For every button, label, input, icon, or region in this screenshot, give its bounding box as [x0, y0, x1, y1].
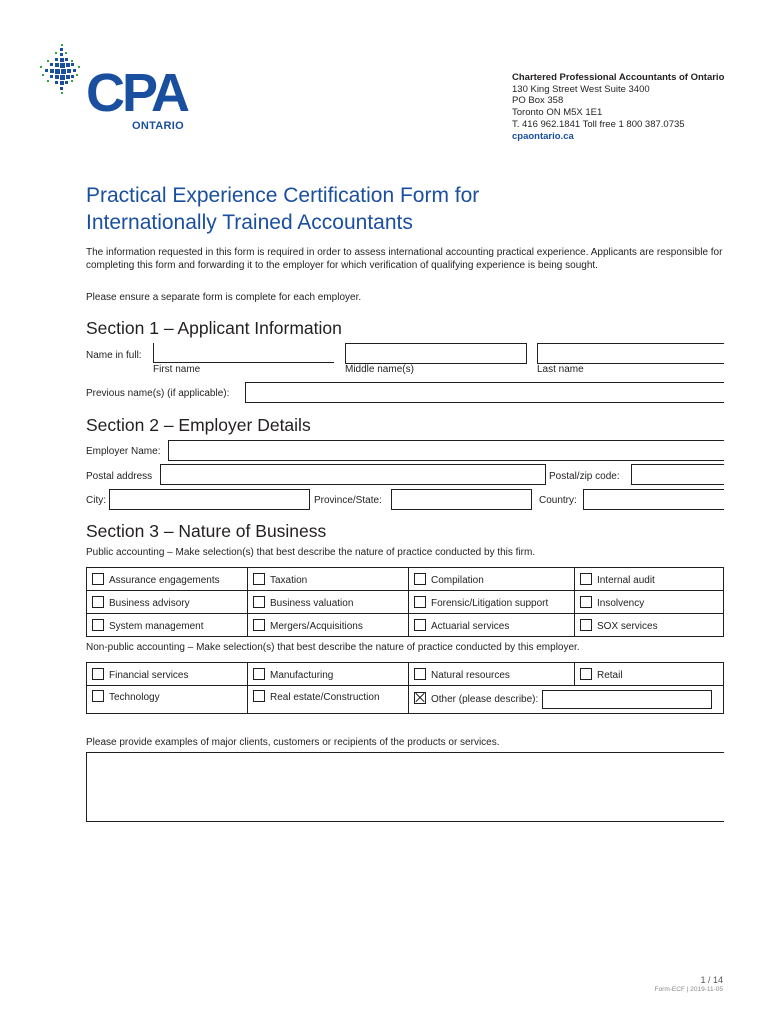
section2-heading: Section 2 – Employer Details: [86, 415, 311, 435]
province-state-label: Province/State:: [314, 495, 382, 506]
org-address-line2: PO Box 358: [512, 95, 564, 107]
option-label: Assurance engagements: [109, 574, 220, 586]
option-cell[interactable]: [409, 568, 575, 591]
name-in-full-label: Name in full:: [86, 350, 142, 361]
option-cell[interactable]: [575, 663, 724, 686]
city-field[interactable]: [109, 489, 310, 510]
postal-address-field[interactable]: [160, 464, 546, 485]
first-name-caption: First name: [153, 364, 201, 375]
option-cell[interactable]: [575, 568, 724, 591]
checkbox-icon[interactable]: [92, 596, 104, 608]
org-name: Chartered Professional Accountants of Ontario: [512, 72, 725, 83]
option-cell[interactable]: [87, 686, 248, 714]
form-title-line2: Internationally Trained Accountants: [86, 211, 413, 234]
option-cell[interactable]: [87, 663, 248, 686]
option-label: Real estate/Construction: [270, 692, 380, 703]
checkbox-icon[interactable]: [92, 690, 104, 702]
checkbox-icon[interactable]: [414, 573, 426, 585]
checkbox-icon[interactable]: [253, 573, 265, 585]
option-label: System management: [109, 620, 204, 632]
option-label: Forensic/Litigation support: [431, 597, 549, 609]
checkbox-icon[interactable]: [92, 619, 104, 631]
option-cell[interactable]: [248, 568, 409, 591]
option-cell[interactable]: [87, 591, 248, 614]
checkbox-icon[interactable]: [414, 596, 426, 608]
last-name-caption: Last name: [537, 364, 584, 375]
form-title: [86, 182, 706, 236]
intro-paragraph: The information requested in this form is required in order to assess international accounting practical experience. Applicants are responsible for completing this form and forwarding it to the employer for which verification of qualifying experience is being sought.: [86, 247, 723, 271]
option-cell[interactable]: [248, 686, 409, 714]
option-cell[interactable]: [409, 614, 575, 637]
public-accounting-options-table: [86, 567, 724, 637]
checkbox-icon[interactable]: [92, 668, 104, 680]
previous-names-label: Previous name(s) (if applicable):: [86, 388, 230, 399]
country-label: Country:: [539, 495, 577, 506]
checkbox-icon[interactable]: [253, 619, 265, 631]
nonpublic-accounting-intro: Non-public accounting – Make selection(s) that best describe the nature of practice conducted by this employer.: [86, 642, 580, 653]
last-name-field[interactable]: [537, 343, 724, 364]
checkbox-icon[interactable]: [580, 619, 592, 631]
org-address-line1: 130 King Street West Suite 3400: [512, 83, 650, 95]
employer-name-field[interactable]: [168, 440, 724, 461]
form-title-line1: Practical Experience Certification Form for: [86, 184, 480, 207]
org-website-link[interactable]: cpaontario.ca: [512, 130, 574, 142]
logo-subtitle: ONTARIO: [132, 120, 185, 132]
option-cell[interactable]: [248, 591, 409, 614]
checkbox-icon[interactable]: [253, 596, 265, 608]
option-cell[interactable]: [248, 663, 409, 686]
checkbox-icon[interactable]: [253, 690, 265, 702]
logo-wordmark: CPA: [86, 63, 188, 123]
country-field[interactable]: [583, 489, 724, 510]
option-label: Business valuation: [270, 597, 354, 609]
org-phone: T. 416 962.1841 Toll free 1 800 387.0735: [512, 118, 685, 130]
option-label: Taxation: [270, 574, 308, 586]
org-address-block: [512, 72, 724, 142]
option-label: Business advisory: [109, 597, 190, 609]
middle-name-caption: Middle name(s): [345, 364, 414, 375]
nonpublic-accounting-options-table: [86, 662, 724, 714]
checkbox-icon[interactable]: [414, 668, 426, 680]
checkbox-icon[interactable]: [253, 668, 265, 680]
form-code: Form-ECF | 2019-11-05: [654, 986, 723, 993]
cpa-maple-leaf-logo-icon: [38, 44, 90, 100]
option-label: Actuarial services: [431, 620, 510, 632]
page-number: 1 / 14: [700, 975, 723, 985]
table-row: [87, 568, 724, 591]
postal-address-label: Postal address: [86, 471, 153, 482]
option-cell[interactable]: [409, 591, 575, 614]
option-cell[interactable]: [87, 614, 248, 637]
table-row: [87, 614, 724, 637]
option-label: Compilation: [431, 574, 484, 586]
intro-note: Please ensure a separate form is complete for each employer.: [86, 292, 362, 303]
table-row: [87, 591, 724, 614]
checkbox-icon[interactable]: [580, 596, 592, 608]
checkbox-icon[interactable]: [580, 573, 592, 585]
option-cell[interactable]: [409, 663, 575, 686]
checkbox-icon[interactable]: [580, 668, 592, 680]
option-cell[interactable]: [575, 591, 724, 614]
postal-code-field[interactable]: [631, 464, 724, 485]
option-cell-other[interactable]: [409, 686, 724, 714]
checked-checkbox-icon[interactable]: [414, 692, 426, 704]
option-label: Other (please describe):: [431, 694, 539, 706]
clients-textarea[interactable]: [86, 752, 724, 822]
option-label: Mergers/Acquisitions: [270, 620, 363, 632]
postal-code-label: Postal/zip code:: [549, 471, 620, 482]
option-label: Technology: [109, 692, 160, 703]
option-cell[interactable]: [87, 568, 248, 591]
clients-prompt: Please provide examples of major clients, customers or recipients of the products or services.: [86, 737, 500, 748]
other-description-field[interactable]: [542, 690, 712, 709]
option-label: Internal audit: [597, 574, 655, 586]
table-row: [87, 663, 724, 686]
city-label: City:: [86, 495, 106, 506]
middle-name-field[interactable]: [345, 343, 527, 364]
org-address-line3: Toronto ON M5X 1E1: [512, 107, 603, 119]
option-label: SOX services: [597, 620, 658, 632]
first-name-field[interactable]: [153, 343, 334, 363]
previous-names-field[interactable]: [245, 382, 724, 403]
option-label: Retail: [597, 669, 623, 681]
employer-name-label: Employer Name:: [86, 446, 161, 457]
option-cell[interactable]: [575, 614, 724, 637]
checkbox-icon[interactable]: [414, 619, 426, 631]
table-row: [87, 686, 724, 714]
option-label: Natural resources: [431, 669, 510, 681]
province-state-field[interactable]: [391, 489, 532, 510]
public-accounting-intro: Public accounting – Make selection(s) that best describe the nature of practice conducted by this firm.: [86, 547, 536, 558]
section1-heading: Section 1 – Applicant Information: [86, 318, 342, 338]
section3-heading: Section 3 – Nature of Business: [86, 521, 327, 541]
option-label: Manufacturing: [270, 669, 334, 681]
checkbox-icon[interactable]: [92, 573, 104, 585]
option-cell[interactable]: [248, 614, 409, 637]
option-label: Financial services: [109, 669, 189, 681]
option-label: Insolvency: [597, 597, 645, 609]
